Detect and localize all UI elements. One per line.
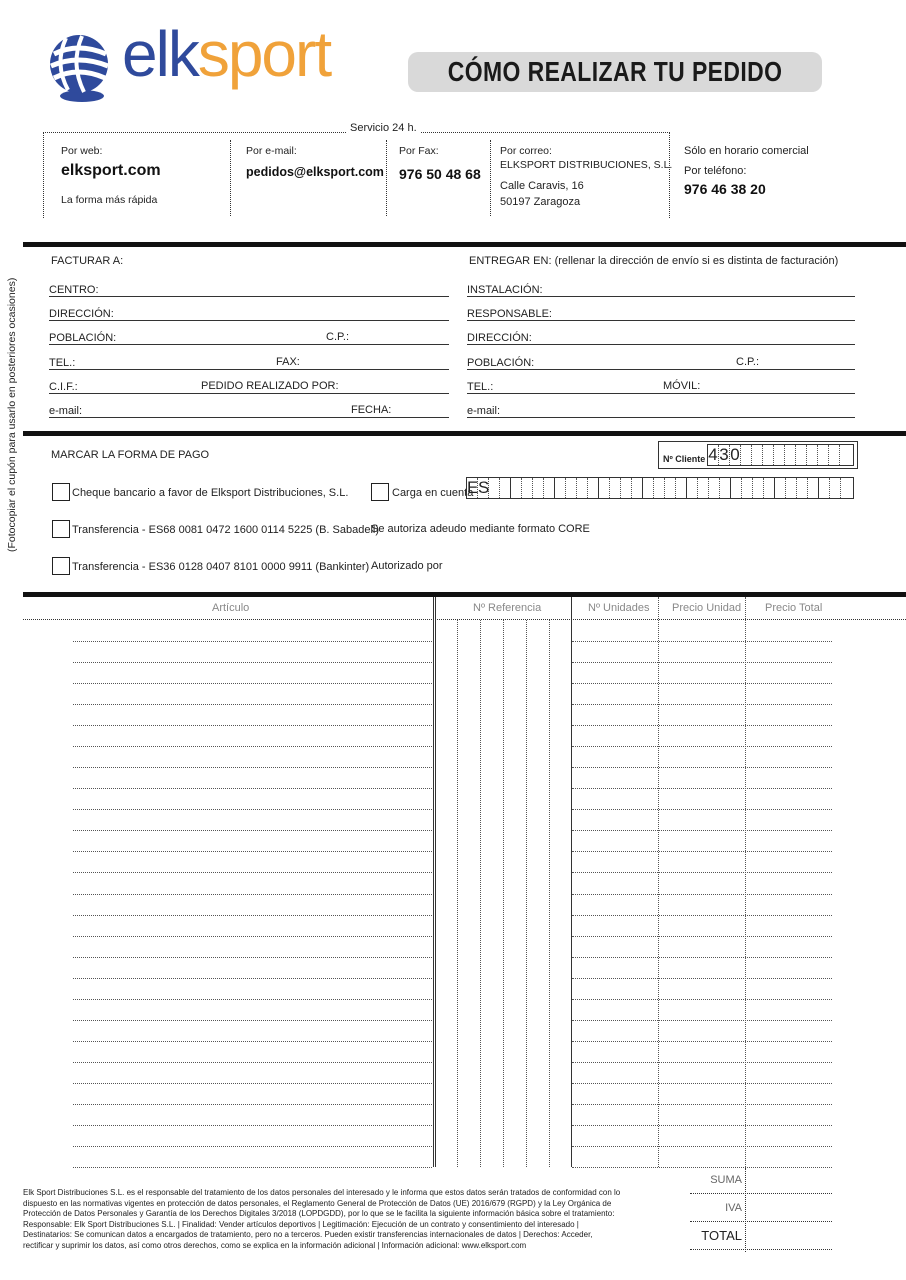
shipping-responsable-label: RESPONSABLE: xyxy=(467,308,552,320)
fax-value: 976 50 48 68 xyxy=(399,166,481,182)
column-divider xyxy=(745,597,746,1167)
shipping-direccion-label: DIRECCIÓN: xyxy=(467,332,532,344)
cliente-digit: 4 xyxy=(708,445,718,464)
table-row xyxy=(73,915,432,916)
shipping-instalacion-label: INSTALACIÓN: xyxy=(467,284,543,296)
col-header-unidades: Nº Unidades xyxy=(588,602,650,614)
phone-label: Por teléfono: xyxy=(684,165,747,177)
table-row xyxy=(73,872,432,873)
table-row xyxy=(73,704,432,705)
table-row xyxy=(572,872,832,873)
column-divider xyxy=(435,597,436,1167)
table-row xyxy=(73,683,432,684)
table-row xyxy=(572,746,832,747)
table-row xyxy=(73,746,432,747)
mail-line2: Calle Caravis, 16 xyxy=(500,180,584,192)
iva-line[interactable] xyxy=(690,1221,832,1222)
col-header-articulo: Artículo xyxy=(212,602,250,614)
table-row xyxy=(73,1167,432,1168)
col-header-precio-unidad: Precio Unidad xyxy=(672,602,742,614)
shipping-poblacion-label: POBLACIÓN: xyxy=(467,357,535,369)
billing-tel-label: TEL.: xyxy=(49,357,76,369)
transfer2-label: Transferencia - ES36 0128 0407 8101 0000 9911 (Bankinter) xyxy=(72,561,370,573)
table-row xyxy=(73,830,432,831)
table-row xyxy=(73,1125,432,1126)
table-row xyxy=(572,830,832,831)
table-row xyxy=(73,662,432,663)
cliente-digit: 0 xyxy=(730,445,740,464)
table-row xyxy=(73,894,432,895)
web-value[interactable]: elksport.com xyxy=(61,162,161,179)
table-row xyxy=(73,767,432,768)
table-row xyxy=(73,1062,432,1063)
web-label: Por web: xyxy=(61,145,103,157)
table-row xyxy=(73,1146,432,1147)
reference-subcolumn xyxy=(526,620,527,1167)
cheque-label: Cheque bancario a favor de Elksport Distribuciones, S.L. xyxy=(72,487,349,499)
billing-cif-label: C.I.F.: xyxy=(49,381,78,393)
billing-heading: FACTURAR A: xyxy=(51,255,124,267)
legal-text: Elk Sport Distribuciones S.L. es el responsable del tratamiento de los datos personales del interesado y le informa que estos datos serán tratados de conformidad con lo dispuesto en las normativas vigentes en protección de datos personales, el Reglamento General de Protección de Datos (UE) 2016/679 (RGPD) y la Ley Orgánica de Protección de Datos Personales y Garantía de los Derechos Digitales 3/2018 (LOPDGDD), por lo que se le facilita la siguiente información básica sobre el tratamiento: Responsable: Elk Sport Distribuciones S.L. | Finalidad: Vender artículos deportivos | Legitimación: Ejecución de un contrato y consentimiento del interesado | Destinatarios: Se comunican datos a encargados de tratamiento, pero no a terceros. Pueden existir transferencias internacionales de datos | Derechos: Acceder, rectificar y suprimir los datos, así como otros derechos, como se explica en la información adicional | Información adicional: www.elksport.com xyxy=(23,1188,621,1250)
billing-fax-label: FAX: xyxy=(276,356,300,368)
billing-pedido-label: PEDIDO REALIZADO POR: xyxy=(201,380,339,392)
autorizado-label: Autorizado por xyxy=(371,560,443,572)
iva-label: IVA xyxy=(725,1202,742,1214)
billing-cp-label: C.P.: xyxy=(326,331,350,343)
table-row xyxy=(572,936,832,937)
table-row xyxy=(572,725,832,726)
table-row xyxy=(572,1104,832,1105)
table-row xyxy=(73,957,432,958)
table-row xyxy=(572,1167,832,1168)
fax-label: Por Fax: xyxy=(399,145,439,157)
shipping-email-label: e-mail: xyxy=(467,405,501,417)
carga-label: Carga en cuenta xyxy=(392,487,474,499)
reference-subcolumn xyxy=(549,620,550,1167)
table-row xyxy=(572,957,832,958)
table-row xyxy=(73,851,432,852)
mail-label: Por correo: xyxy=(500,145,552,157)
table-row xyxy=(572,1041,832,1042)
table-row xyxy=(572,1020,832,1021)
table-row xyxy=(572,915,832,916)
table-row xyxy=(572,894,832,895)
table-row xyxy=(572,851,832,852)
table-row xyxy=(572,683,832,684)
total-label: TOTAL xyxy=(701,1228,742,1243)
totals-divider xyxy=(745,1168,746,1252)
table-row xyxy=(73,725,432,726)
shipping-cp-label: C.P.: xyxy=(736,356,760,368)
mail-line3: 50197 Zaragoza xyxy=(500,196,581,208)
autoriza-note: Se autoriza adeudo mediante formato CORE xyxy=(371,523,590,535)
table-row xyxy=(73,1083,432,1084)
email-value[interactable]: pedidos@elksport.com xyxy=(246,165,384,179)
table-row xyxy=(73,788,432,789)
page-title: CÓMO REALIZAR TU PEDIDO xyxy=(447,56,783,87)
table-row xyxy=(572,1146,832,1147)
col-header-referencia: Nº Referencia xyxy=(473,602,542,614)
mail-line1: ELKSPORT DISTRIBUCIONES, S.L. xyxy=(500,159,673,171)
web-note: La forma más rápida xyxy=(61,194,158,206)
column-divider xyxy=(433,597,434,1167)
hours-note: Sólo en horario comercial xyxy=(684,145,809,157)
billing-centro-label: CENTRO: xyxy=(49,284,99,296)
side-note: (Fotocopiar el cupón para usarlo en posteriores ocasiones) xyxy=(6,277,18,552)
iban-char: E xyxy=(467,478,479,497)
table-row xyxy=(73,1104,432,1105)
table-row xyxy=(73,809,432,810)
suma-label: SUMA xyxy=(710,1174,742,1186)
service-24h: Servicio 24 h. xyxy=(346,122,421,134)
table-row xyxy=(73,641,432,642)
shipping-heading: ENTREGAR EN: (rellenar la dirección de envío si es distinta de facturación) xyxy=(469,255,839,267)
brand-elk: elk xyxy=(122,18,198,90)
table-row xyxy=(572,662,832,663)
table-row xyxy=(572,767,832,768)
table-row xyxy=(572,809,832,810)
table-row xyxy=(73,978,432,979)
billing-email-label: e-mail: xyxy=(49,405,83,417)
table-row xyxy=(572,1083,832,1084)
payment-heading: MARCAR LA FORMA DE PAGO xyxy=(51,449,210,461)
brand-sport: sport xyxy=(197,18,331,90)
shipping-tel-label: TEL.: xyxy=(467,381,494,393)
billing-fecha-label: FECHA: xyxy=(351,404,392,416)
table-row xyxy=(572,788,832,789)
transfer1-label: Transferencia - ES68 0081 0472 1600 0114 5225 (B. Sabadell) xyxy=(72,524,379,536)
reference-subcolumn xyxy=(480,620,481,1167)
total-line[interactable] xyxy=(690,1249,832,1250)
table-row xyxy=(73,936,432,937)
col-header-precio-total: Precio Total xyxy=(765,602,823,614)
table-row xyxy=(572,1125,832,1126)
table-row xyxy=(73,1041,432,1042)
table-row xyxy=(572,1062,832,1063)
table-row xyxy=(572,704,832,705)
reference-subcolumn xyxy=(503,620,504,1167)
cliente-label: Nº Cliente xyxy=(663,454,706,464)
table-row xyxy=(73,999,432,1000)
shipping-movil-label: MÓVIL: xyxy=(663,380,701,392)
table-row xyxy=(572,999,832,1000)
suma-line[interactable] xyxy=(690,1193,832,1194)
reference-subcolumn xyxy=(457,620,458,1167)
table-row xyxy=(572,641,832,642)
email-label: Por e-mail: xyxy=(246,145,297,157)
column-divider xyxy=(571,597,572,1167)
table-row xyxy=(73,1020,432,1021)
table-row xyxy=(572,978,832,979)
cliente-digit: 3 xyxy=(719,445,729,464)
phone-value: 976 46 38 20 xyxy=(684,181,766,197)
billing-poblacion-label: POBLACIÓN: xyxy=(49,332,117,344)
billing-direccion-label: DIRECCIÓN: xyxy=(49,308,114,320)
column-divider xyxy=(658,597,659,1167)
iban-char: S xyxy=(478,478,490,497)
